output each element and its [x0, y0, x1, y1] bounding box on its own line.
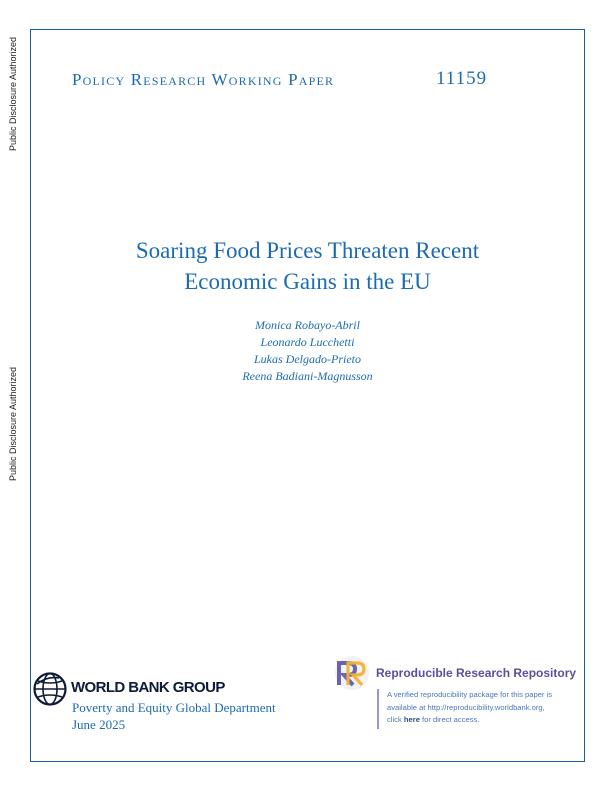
department-name: Poverty and Equity Global Department [72, 700, 276, 715]
disclosure-note-top: Public Disclosure Authorized [8, 36, 18, 151]
author-name: Reena Badiani-Magnusson [242, 369, 373, 383]
repository-note [377, 689, 582, 729]
author-name: Lukas Delgado-Prieto [254, 352, 361, 366]
repository-note-line: available at http://reproducibility.worldbank.org, [387, 702, 545, 712]
author-list [30, 317, 585, 385]
repository-note-text: for direct access. [419, 715, 480, 724]
org-name: WORLD BANK GROUP [71, 679, 225, 696]
publication-date: June 2025 [72, 717, 126, 732]
rr-logo-icon [334, 655, 370, 691]
author-name: Leonardo Lucchetti [260, 335, 355, 349]
repository-note-text: click [387, 715, 404, 724]
repository-here-link[interactable]: here [403, 715, 420, 724]
globe-logo-icon [33, 672, 67, 706]
cover-frame [30, 29, 585, 762]
author-name: Monica Robayo-Abril [255, 318, 360, 332]
disclosure-note-middle: Public Disclosure Authorized [8, 366, 18, 481]
repository-note-line [387, 714, 582, 727]
paper-number: 11159 [436, 68, 488, 89]
series-title: Policy Research Working Paper [72, 70, 335, 89]
paper-title-line-1: Soaring Food Prices Threaten Recent [135, 238, 480, 263]
repository-title: Reproducible Research Repository [376, 666, 577, 680]
paper-title-line-2: Economic Gains in the EU [184, 269, 431, 294]
repository-note-line: A verified reproducibility package for this paper is [387, 690, 553, 699]
